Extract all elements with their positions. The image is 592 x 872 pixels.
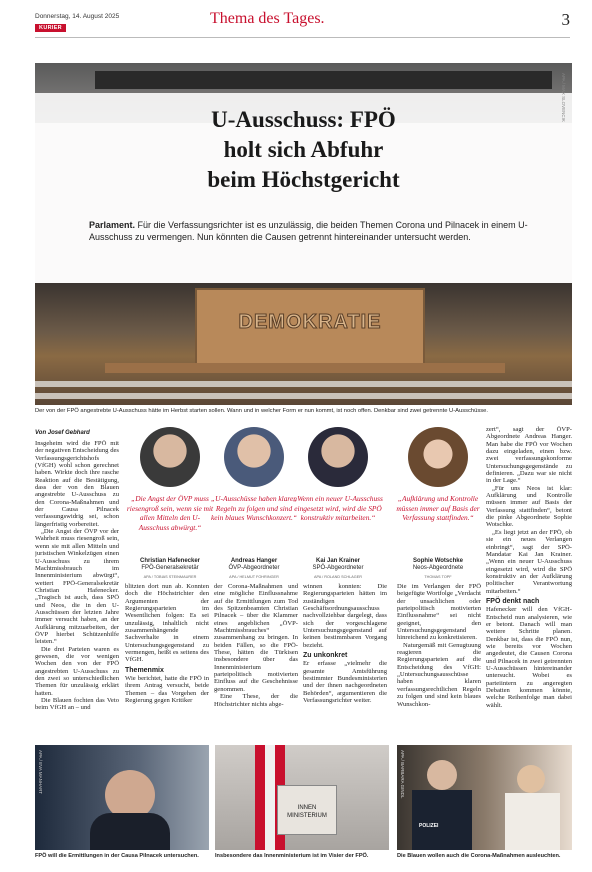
byline: Von Josef Gebhard — [35, 430, 90, 436]
photo2-caption: Insbesondere das Innenministerium ist im Visier der FPÖ. — [215, 853, 369, 859]
hero-caption: Der von der FPÖ angestrebte U-Ausschuss hätte im Herbst starten sollen. Wann und in welcher Form er nun kommt, ist noch offen. Denkbar sind zwei getrennte U-Ausschüsse. — [35, 408, 489, 414]
headline-line-3: beim Höchstgericht — [207, 167, 400, 192]
lead-paragraph — [89, 219, 546, 243]
portrait-hanger — [224, 427, 284, 487]
quote-krainer: „Wenn ein neuer U-Ausschuss eingesetzt wird, wird die SPÖ konstruktiv mitarbeiten.“ — [293, 494, 383, 522]
portrait-krainer — [308, 427, 368, 487]
name-hanger: Andreas Hanger ÖVP-Abgeordneter — [228, 558, 280, 572]
photo1-credit: APA / EVA MANHART — [38, 750, 43, 795]
subhead-themenmix: Themenmix — [125, 666, 164, 674]
subhead-fpoe-denkt-nach: FPÖ denkt nach — [486, 597, 540, 605]
wall-lettering: DEMOKRATIE — [238, 311, 382, 333]
headline-line-1: U-Ausschuss: FPÖ — [211, 107, 396, 132]
credit-hafenecker: APA / TOBIAS STEINMAURER — [143, 575, 197, 579]
lead-text: Für die Verfassungsrichter ist es unzulässig, die beiden Themen Corona und Pilnacek in einem U-Ausschuss zu vermengen. Nun könnten die Causen getrennt hintereinander untersucht werden. — [89, 220, 528, 242]
photo-hafenecker — [35, 745, 209, 850]
section-title: Thema des Tages. — [210, 10, 325, 27]
name-hafenecker: Christian Hafenecker FPÖ-Generalsekretär — [139, 558, 201, 572]
text-column-2: blitzten dort nun ab. Konnten doch die Höchstrichter den Argumenten der Regierungsparteien im Wesentlichen folgen: Es sei unzulässig, inhaltlich nicht zusammenhängende Sachverhalte in einem Untersuchungsgegenstand zu vermengen, heißt es seitens des VfGH. Themenmix Wie berichtet, hatte die FPÖ in ihrem Antrag versucht, beide Themen – das Vorgehen der Regierung gegen Kritiker — [125, 583, 209, 705]
polizei-badge: POLIZEI — [419, 823, 439, 829]
text-column-4: winnen konnten: Die Regierungsparteien hätten im zuständigen Geschäftsordnungsausschuss nachvollziehbar dargelegt, dass sich der vorgeschlagene Untersuchungsgegenstand auf keinen bestimmbaren Vorgang bezieht. Zu unkonkret Er erfasse „vielmehr die gesamte Amtsführung bestimmter Bundesministerien und der ihnen nachgeordneten Behörden“, argumentieren die Verfassungsrichter weiter. — [303, 583, 387, 705]
quote-hanger: „U-Ausschüsse haben klaren Regeln zu folgen und sind kein blaues Wunschkonzert.“ — [210, 494, 297, 522]
headline-line-2: holt sich Abfuhr — [223, 137, 384, 162]
photo-innenministerium — [215, 745, 389, 850]
quote-wotschke: „Aufklärung und Kontrolle müssen immer auf Basis der Verfassung stattfinden.“ — [396, 494, 480, 522]
photo1-caption: FPÖ will die Ermittlungen in der Causa Pilnacek untersuchen. — [35, 853, 199, 859]
text-column-3: der Corona-Maßnahmen und eine mögliche Einflussnahme auf die Ermittlungen zum Tod des Spitzenbeamten Christian Pilnacek – über die Klammer eines angeblichen „ÖVP-Machtmissbrauches“ zusammenhang zu bringen. In beiden Fällen, so die FPÖ-These, hätten die Türkisen insbesondere über das Innenministerium parteipolitisch motivierten Einfluss auf die Geschehnisse genommen. Eine These, der die Höchstrichter nichts abge- — [214, 583, 298, 708]
portrait-wotschke — [408, 427, 468, 487]
name-krainer: Kai Jan Krainer SPÖ-Abgeordneter — [312, 558, 364, 572]
text-column-1: Insgeheim wird die FPÖ mit der negativen Entscheidung des Verfassungsgerichtshofs (VfGH) wohl schon gerechnet haben. Wirkte doch ihre rasche Reaktion auf die Bestätigung, dass der von den Blauen angestrebte U-Ausschuss zu den Corona-Maßnahmen und der Causa Pilnacek verfassungswidrig sei, schon längerfristig vorbereitet. „Die Angst der ÖVP vor der Wahrheit muss riesengroß sein, wenn sie mit allen Mitteln und juristischen Winkelzügen einen U-Ausschuss zu ihrem Machtmissbrauch im Innenministerium abwürgt“, wettert FPÖ-Generalsekretär Christian Hafenecker. „Tragisch ist auch, dass SPÖ und Neos, die in den U-Ausschüssen der letzten Jahre immer versucht haben, an der Aufklärung mitzuarbeiten, der ÖVP hierbei Schützenhilfe leisten.“ Die drei Parteien waren es gewesen, die vor wenigen Wochen den von der FPÖ angestrebten U-Ausschuss zu den zwei so unterschiedlichen Themen für unzulässig erklärt hatten. Die Blauen fochten das Veto beim VfGH an – und — [35, 440, 119, 712]
credit-krainer: APA / ROLAND SCHLAGER — [313, 575, 363, 579]
credit-hanger: APA / HELMUT FOHRINGER — [229, 575, 279, 579]
kurier-logo: KURIER — [35, 24, 66, 32]
name-wotschke: Sophie Wotschke Neos-Abgeordnete — [412, 558, 464, 572]
text-column-5: Die im Verlangen der FPÖ beigefügte Wortfolge „Verdacht der unsachlichen oder parteipolitisch motivierten Einflussnahme“ sei nicht geeignet, den Untersuchungsgegenstand hinreichend zu konkretisieren. Naturgemäß mit Genugtuung reagieren die Regierungsparteien auf die Entscheidung des VfGH: „Untersuchungsausschüsse haben klaren verfassungsrechtlichen Regeln zu folgen und sind kein blaues Wunschkon- — [397, 583, 481, 708]
issue-date: Donnerstag, 14. August 2025 — [35, 13, 120, 20]
page-number: 3 — [561, 10, 570, 29]
subhead-zu-unkonkret: Zu unkonkret — [303, 652, 348, 660]
hero-image — [35, 63, 572, 405]
headline — [35, 105, 572, 195]
quote-hafenecker: „Die Angst der ÖVP muss riesengroß sein, wenn sie mit allen Mitteln den U-Ausschuss abwürgt.“ — [126, 494, 214, 532]
photo-polizei — [397, 745, 572, 850]
credit-wotschke: THOMAS TOPF — [424, 575, 452, 579]
hero-credit: APA / MAX SLOVENCIK — [561, 73, 566, 122]
ministry-sign: INNEN MINISTERIUM — [277, 785, 337, 835]
portrait-hafenecker — [140, 427, 200, 487]
header-rule — [35, 37, 570, 38]
photo3-credit: APA / BARBARA GINDL — [400, 750, 405, 799]
photo3-caption: Die Blauen wollen auch die Corona-Maßnahmen ausleuchten. — [397, 853, 561, 859]
lead-label: Parlament. — [89, 220, 136, 230]
text-column-6: zert“, sagt der ÖVP-Abgeordnete Andreas Hanger. Man habe die FPÖ vor Wochen dazu eingeladen, einen bzw. zwei verfassungskonforme Untersuchungsgegenstände zu definieren. „Dazu war sie nicht in der Lage.“ „Für uns Neos ist klar: Aufklärung und Kontrolle müssen immer auf Basis der Verfassung stattfinden“, betont die pinke Abgeordnete Sophie Wotschke. „Es liegt jetzt an der FPÖ, ob sie ein neues Verlangen einbringt“, sagt der SPÖ-Mandatar Kai Jan Krainer. „Wenn ein neuer U-Ausschuss eingesetzt wird, wird die SPÖ konstruktiv an der Aufklärung politischer Verantwortung mitarbeiten.“ FPÖ denkt nach Hafenecker will den VfGH-Entscheid nun analysieren, wie er betont. Danach will man weitere Schritte planen. Denkbar ist, dass die FPÖ nun, wie bereits vor Wochen angedeutet, die Causen Corona und Pilnacek in zwei getrennten U-Ausschüssen hintereinander untersucht. Wobei es parteiintern zu angeregten Debatten kommen könnte, welche Reihenfolge man dabei wählt. — [486, 426, 572, 709]
